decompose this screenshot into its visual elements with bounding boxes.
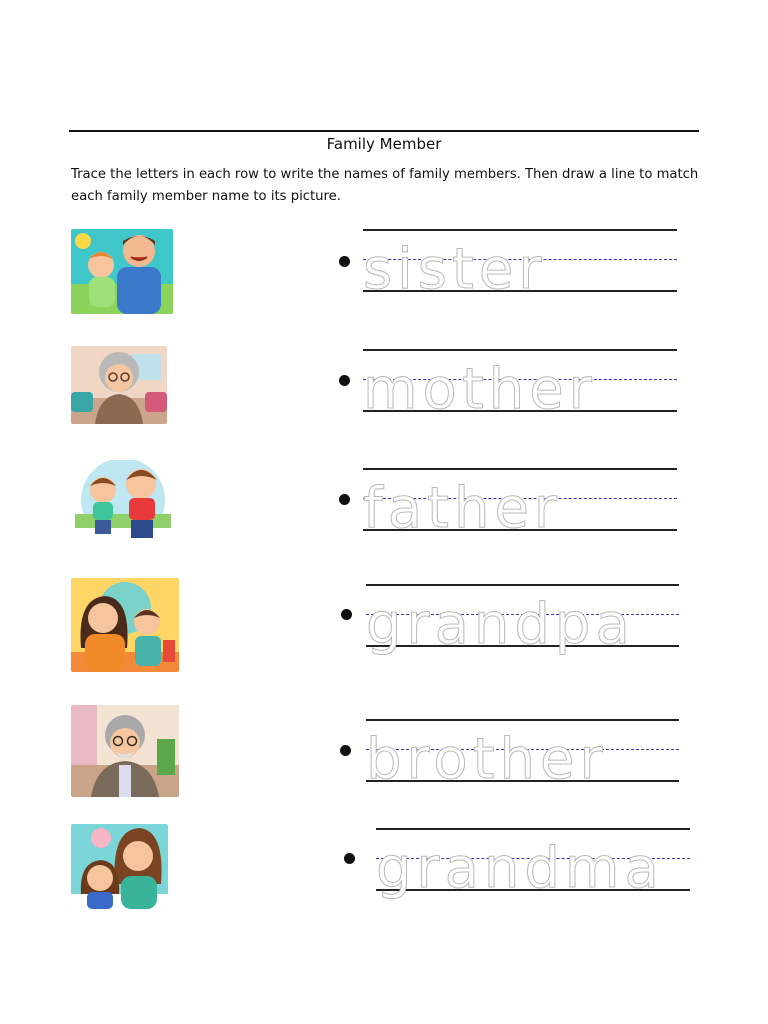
match-dot[interactable] (344, 853, 355, 864)
match-dot[interactable] (341, 609, 352, 620)
mother-and-son-illustration (71, 578, 179, 672)
worksheet-title: Family Member (326, 135, 442, 153)
tracing-row-father[interactable] (363, 468, 677, 541)
trace-word: mother (363, 357, 597, 422)
top-guide-line (363, 229, 677, 231)
tracing-row-brother[interactable] (366, 719, 679, 792)
trace-word: grandpa (366, 592, 635, 657)
sisters-picture[interactable] (71, 824, 168, 909)
grandmother-picture[interactable] (71, 346, 167, 424)
father-and-baby-illustration (71, 229, 173, 314)
top-guide-line (376, 828, 690, 830)
tracing-row-grandpa[interactable] (366, 584, 679, 657)
match-dot[interactable] (339, 375, 350, 386)
tracing-row-grandma[interactable] (376, 828, 690, 901)
sisters-illustration (71, 824, 168, 909)
top-guide-line (366, 584, 679, 586)
trace-word: grandma (376, 836, 664, 901)
tracing-row-mother[interactable] (363, 349, 677, 422)
trace-word: sister (363, 237, 547, 302)
top-guide-line (363, 468, 677, 470)
brothers-illustration (71, 460, 175, 546)
mother-and-son-picture[interactable] (71, 578, 179, 672)
match-dot[interactable] (339, 494, 350, 505)
tracing-row-sister[interactable] (363, 229, 677, 302)
grandfather-illustration (71, 705, 179, 797)
grandfather-picture[interactable] (71, 705, 179, 797)
trace-word: father (363, 476, 562, 541)
brothers-picture[interactable] (71, 460, 175, 546)
top-guide-line (366, 719, 679, 721)
match-dot[interactable] (339, 256, 350, 267)
trace-word: brother (366, 727, 608, 792)
father-and-baby-picture[interactable] (71, 229, 173, 314)
match-dot[interactable] (340, 745, 351, 756)
instructions-text: Trace the letters in each row to write the names of family members. Then draw a line to match each family member name to its picture. (71, 167, 699, 204)
header-rule (69, 130, 699, 132)
top-guide-line (363, 349, 677, 351)
grandmother-illustration (71, 346, 167, 424)
